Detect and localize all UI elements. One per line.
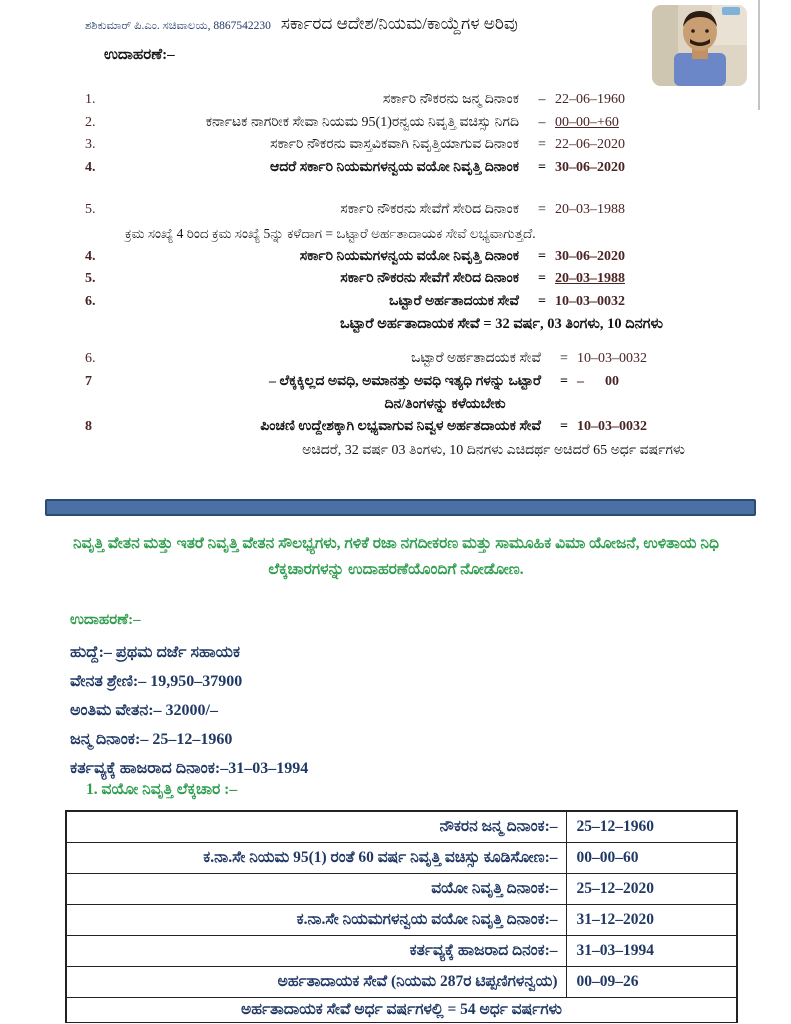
table-label-cell: ವಯೋ ನಿವೃತ್ತಿ ದಿನಾಂಕ:– xyxy=(66,873,566,904)
calc-list-block3 xyxy=(85,348,685,463)
row-value: 22–06–1960 xyxy=(555,92,625,107)
row-operator: = xyxy=(560,419,568,434)
row-number: 4. xyxy=(85,159,96,175)
row-value: 10–03–0032 xyxy=(577,419,647,434)
row-operator: – xyxy=(538,92,546,107)
table-value-cell: 00–09–26 xyxy=(566,966,737,997)
table-value-cell: 31–03–1994 xyxy=(566,935,737,966)
row-operator: = xyxy=(560,351,568,366)
calc-row xyxy=(85,112,663,135)
table-row xyxy=(66,842,737,873)
table-label-cell: ಕರ್ತವ್ಯಕ್ಕೆ ಹಾಜರಾದ ದಿನಂಕ:– xyxy=(66,935,566,966)
row-operator: = xyxy=(538,159,546,175)
table-label-cell: ನೌಕರನ ಜನ್ಮ ದಿನಾಂಕ:– xyxy=(66,811,566,842)
row-number: 5. xyxy=(85,202,96,217)
table-label-cell: ಕ.ನಾ.ಸೇ ನಿಯಮಗಳನ್ವಯ ವಯೋ ನಿವೃತ್ತಿ ದಿನಾಂಕ:– xyxy=(66,904,566,935)
table-row xyxy=(66,904,737,935)
row-number: 1. xyxy=(85,92,96,107)
row-operator: = xyxy=(538,137,546,152)
table-row xyxy=(66,811,737,842)
detail-designation: ಹುದ್ದೆ:– ಪ್ರಥಮ ದರ್ಜೆ ಸಹಾಯಕ xyxy=(70,644,241,661)
row-operator: = xyxy=(538,202,546,217)
row-value: 30–06–2020 xyxy=(555,248,625,264)
row-value: 10–03–0032 xyxy=(555,293,625,309)
detail-birth-date: ಜನ್ಮ ದಿನಾಂಕ:– 25–12–1960 xyxy=(70,731,233,748)
row-value: 22–06–2020 xyxy=(555,137,625,152)
row-value: 20–03–1988 xyxy=(555,202,625,217)
table-row xyxy=(66,935,737,966)
detail-joining-date: ಕರ್ತವ್ಯಕ್ಕೆ ಹಾಜರಾದ ದಿನಾಂಕ:–31–03–1994 xyxy=(70,760,309,777)
row-value: 10–03–0032 xyxy=(577,351,647,366)
row-label: ಪಿಂಚಣಿ ಉದ್ದೇಶಕ್ಕಾಗಿ ಲಭ್ಯವಾಗುವ ನಿವ್ವಳ ಅರ್ಹತದಾಯಕ ಸೇವೆ xyxy=(260,419,541,434)
table-footer-row xyxy=(66,997,737,1024)
detail-pay-scale: ವೇನತ ಶ್ರೇಣಿ:– 19,950–37900 xyxy=(70,673,243,690)
row-label: ಸರ್ಕಾರಿ ನೌಕರನು ಸೇವೆಗೆ ಸೇರಿದ ದಿನಾಂಕ xyxy=(340,271,519,286)
calc-footnote: ಅಚಿದರೆ, 32 ವರ್ಷ 03 ತಿಂಗಳು, 10 ದಿನಗಳು ಎಚಿದರ್ಥ ಅಚಿದರೆ 65 ಅರ್ಧ ವರ್ಷಗಳು xyxy=(302,442,685,458)
row-value: 30–06–2020 xyxy=(555,159,625,175)
row-label: ಕರ್ನಾಟಕ ನಾಗರೀಕ ಸೇವಾ ನಿಯಮ 95(1)ರನ್ವಯ ನಿವೃತ್ತಿ ವಚಿಸ್ಸು ನಿಗದಿ xyxy=(205,114,519,130)
row-label: ಸರ್ಕಾರಿ ನೌಕರನು ವಾಸ್ತವಿಕವಾಗಿ ನಿವೃತ್ತಿಯಾಗುವ ದಿನಾಂಕ xyxy=(270,137,519,152)
calc-row xyxy=(85,134,663,157)
retirement-calc-heading: 1. ವಯೋ ನಿವೃತ್ತಿ ಲೆಕ್ಕಚಾರ :– xyxy=(86,781,238,798)
retirement-calc-table xyxy=(65,810,738,1024)
table-label-cell: ಅರ್ಹತಾದಾಯಕ ಸೇವೆ (ನಿಯಮ 287ರ ಟಿಪ್ಪಣಿಗಳನ್ವಯ) xyxy=(66,966,566,997)
row-number: 7 xyxy=(85,373,92,389)
calc-row xyxy=(85,199,663,222)
table-label-cell: ಕ.ನಾ.ಸೇ ನಿಯಮ 95(1) ರಂತೆ 60 ವರ್ಷ ನಿವೃತ್ತಿ ವಚಿಸ್ಸು ಕೂಡಿಸೋಣ:– xyxy=(66,842,566,873)
row-label: ಸರ್ಕಾರಿ ನೌಕರನು ಜನ್ಮ ದಿನಾಂಕ xyxy=(382,92,519,107)
row-label: ಒಟ್ಟಾರೆ ಅರ್ಹತಾದಯಕ ಸೇವೆ xyxy=(389,293,519,309)
calc-list-block1 xyxy=(85,89,663,179)
calc-row xyxy=(85,246,663,269)
row-number: 5. xyxy=(85,271,96,286)
portrait-illustration xyxy=(652,5,747,86)
row-value: – 00 xyxy=(577,373,619,389)
calc-row xyxy=(85,291,663,314)
calc-row xyxy=(85,268,663,291)
calc-row xyxy=(85,416,685,439)
row-label: ಸರ್ಕಾರಿ ನೌಕರನು ಸೇವೆಗೆ ಸೇರಿದ ದಿನಾಂಕ xyxy=(340,202,519,217)
row-number: 4. xyxy=(85,248,96,264)
row-operator: = xyxy=(538,248,546,264)
calc-row xyxy=(85,157,663,180)
row-label: ಒಟ್ಟಾರೆ ಅರ್ಹತಾದಯಕ ಸೇವೆ xyxy=(411,351,541,366)
row-label: – ಲೆಕ್ಕಕ್ಕಿಲ್ಲದ ಅವಧಿ, ಅಮಾನತ್ತು ಅವಧಿ ಇತ್ಯಧಿ ಗಳನ್ನು ಒಟ್ಟಾರೆ xyxy=(268,373,541,389)
page-edge-line xyxy=(758,0,760,110)
calc-note: ಕ್ರಮ ಸಂಖ್ಯೆ 4 ರಿಂದ ಕ್ರಮ ಸಂಖ್ಯೆ 5ನ್ನು ಕಳೆದಾಗ = ಒಟ್ಟಾರೆ ಅರ್ಹತಾದಾಯಕ ಸೇವೆ ಲಭ್ಯವಾಗುತ್ತದೆ. xyxy=(125,225,536,241)
table-row xyxy=(66,966,737,997)
row-operator: – xyxy=(538,114,546,130)
calc-row xyxy=(85,89,663,112)
row-operator: = xyxy=(538,293,546,309)
table-value-cell: 25–12–1960 xyxy=(566,811,737,842)
calc-row xyxy=(85,371,685,394)
page-title: ಸರ್ಕಾರದ ಆದೇಶ/ನಿಯಮ/ಕಾಯ್ದೆಗಳ ಅರಿವು xyxy=(280,14,518,33)
row-number: 6. xyxy=(85,293,96,309)
row-number: 2. xyxy=(85,114,96,130)
row-label: ಆದರೆ ಸರ್ಕಾರಿ ನಿಯಮಗಳನ್ವಯ ವಯೋ ನಿವೃತ್ತಿ ದಿನಾಂಕ xyxy=(269,159,519,175)
table-value-cell: 31–12–2020 xyxy=(566,904,737,935)
row-value: 00–00–+60 xyxy=(555,114,619,130)
table-footer-cell: ಅರ್ಹತಾದಾಯಕ ಸೇವೆ ಅರ್ಧ ವರ್ಷಗಳಲ್ಲಿ = 54 ಅರ್ಧ ವರ್ಷಗಳು xyxy=(66,997,737,1024)
header xyxy=(85,14,645,34)
row-value: 20–03–1988 xyxy=(555,271,625,286)
row-operator: = xyxy=(560,373,568,389)
row-label: ಸರ್ಕಾರಿ ನಿಯಮಗಳನ್ವಯ ವಯೋ ನಿವೃತ್ತಿ ದಿನಾಂಕ xyxy=(299,248,519,264)
example-heading: ಉದಾಹರಣೆ:– xyxy=(104,47,175,63)
section-divider-bar xyxy=(45,499,756,516)
calc-row-continuation: ದಿನ/ತಿಂಗಳನ್ನು ಕಳೆಯಬೇಕು xyxy=(384,397,506,412)
calc-list-block2 xyxy=(85,199,663,336)
table-row xyxy=(66,873,737,904)
officer-photo xyxy=(652,5,747,86)
intro-paragraph: ನಿವೃತ್ತಿ ವೇತನ ಮತ್ತು ಇತರೆ ನಿವೃತ್ತಿ ವೇತನ ಸೌಲಭ್ಯಗಳು, ಗಳಿಕೆ ರಜಾ ನಗದೀಕರಣ ಮತ್ತು ಸಾಮೂಹಿಕ ವಿಮಾ ಯೋಜನೆ, ಉಳಿತಾಯ ನಿಧಿ ಲೆಕ್ಕಚಾರಗಳನ್ನು ಉದಾಹರಣೆಯೊಂದಿಗೆ ನೋಡೋಣ. xyxy=(73,535,719,578)
detail-last-pay: ಅಂತಿಮ ವೇತನ:– 32000/– xyxy=(70,702,218,719)
employee-details xyxy=(70,638,550,783)
row-number: 3. xyxy=(85,137,96,152)
row-number: 6. xyxy=(85,351,96,366)
row-operator: = xyxy=(538,271,546,286)
total-service-line: ಒಟ್ಟಾರೆ ಅರ್ಹತಾದಾಯಕ ಸೇವೆ = 32 ವರ್ಷ, 03 ತಿಂಗಳು, 10 ದಿನಗಳು xyxy=(340,316,663,332)
table-value-cell: 25–12–2020 xyxy=(566,873,737,904)
watermark-contact-text: ಶಶಿಕುಮಾರ್ ಪಿ.ಎಂ. ಸಚಿವಾಲಯ, 8867542230 xyxy=(85,20,271,32)
calc-row xyxy=(85,348,685,371)
details-example-heading: ಉದಾಹರಣೆ:– xyxy=(70,612,141,628)
row-number: 8 xyxy=(85,419,92,434)
table-value-cell: 00–00–60 xyxy=(566,842,737,873)
